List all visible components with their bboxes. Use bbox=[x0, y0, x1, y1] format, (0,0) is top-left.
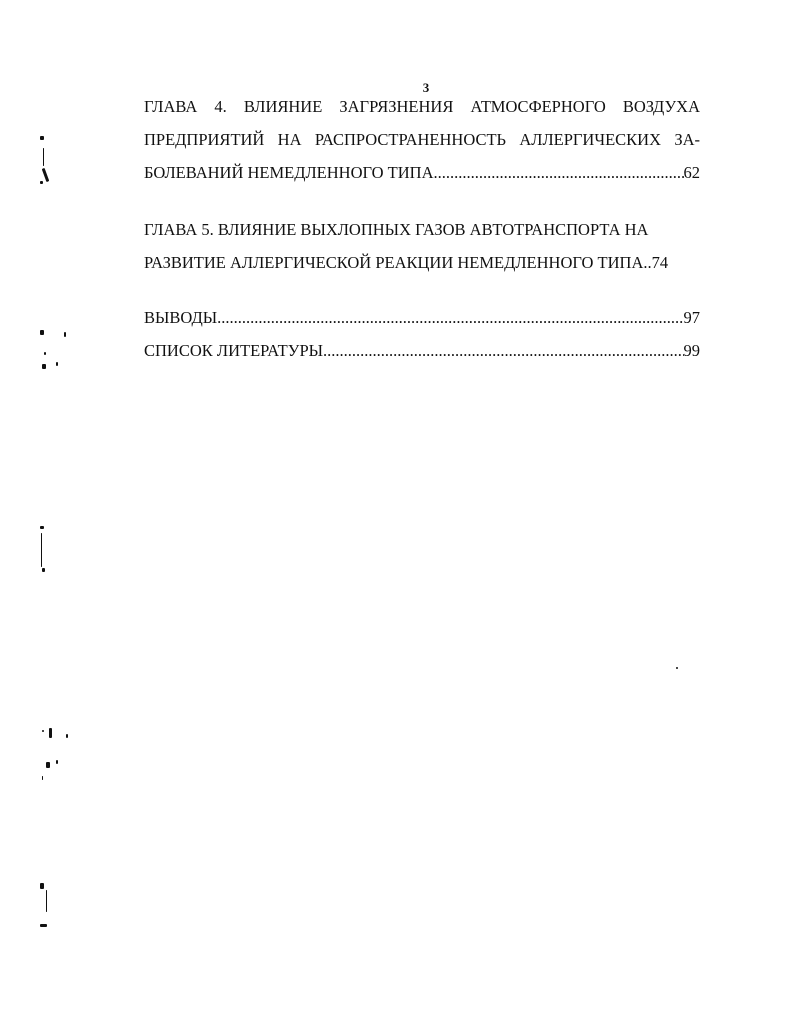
toc-chapter-4-line-1: ГЛАВА 4. ВЛИЯНИЕ ЗАГРЯЗНЕНИЯ АТМОСФЕРНОГО ВОЗДУХА bbox=[144, 97, 700, 116]
toc-references-page: 99 bbox=[683, 341, 700, 360]
toc-chapter-4-line-3 bbox=[144, 156, 700, 189]
toc-chapter-4-line-2: ПРЕДПРИЯТИЙ НА РАСПРОСТРАНЕННОСТЬ АЛЛЕРГИЧЕСКИХ ЗА- bbox=[144, 130, 700, 149]
toc-chapter-4-title-end: БОЛЕВАНИЙ НЕМЕДЛЕННОГО ТИПА bbox=[144, 163, 434, 182]
table-of-contents bbox=[144, 90, 700, 367]
toc-conclusions bbox=[144, 301, 700, 334]
toc-chapter-5-line-2: РАЗВИТИЕ АЛЛЕРГИЧЕСКОЙ РЕАКЦИИ НЕМЕДЛЕННОГО ТИПА..74 bbox=[144, 253, 669, 272]
toc-conclusions-label: ВЫВОДЫ bbox=[144, 308, 218, 327]
toc-references-label: СПИСОК ЛИТЕРАТУРЫ bbox=[144, 341, 324, 360]
toc-references bbox=[144, 334, 700, 367]
toc-chapter-4-page: 62 bbox=[683, 163, 700, 182]
dot-leader bbox=[434, 156, 684, 189]
page-number: 3 bbox=[422, 80, 430, 95]
toc-conclusions-page: 97 bbox=[683, 308, 700, 327]
toc-chapter-5-line-1: ГЛАВА 5. ВЛИЯНИЕ ВЫХЛОПНЫХ ГАЗОВ АВТОТРАНСПОРТА НА bbox=[144, 220, 649, 239]
dot-leader bbox=[217, 301, 683, 334]
dot-leader bbox=[323, 334, 683, 367]
